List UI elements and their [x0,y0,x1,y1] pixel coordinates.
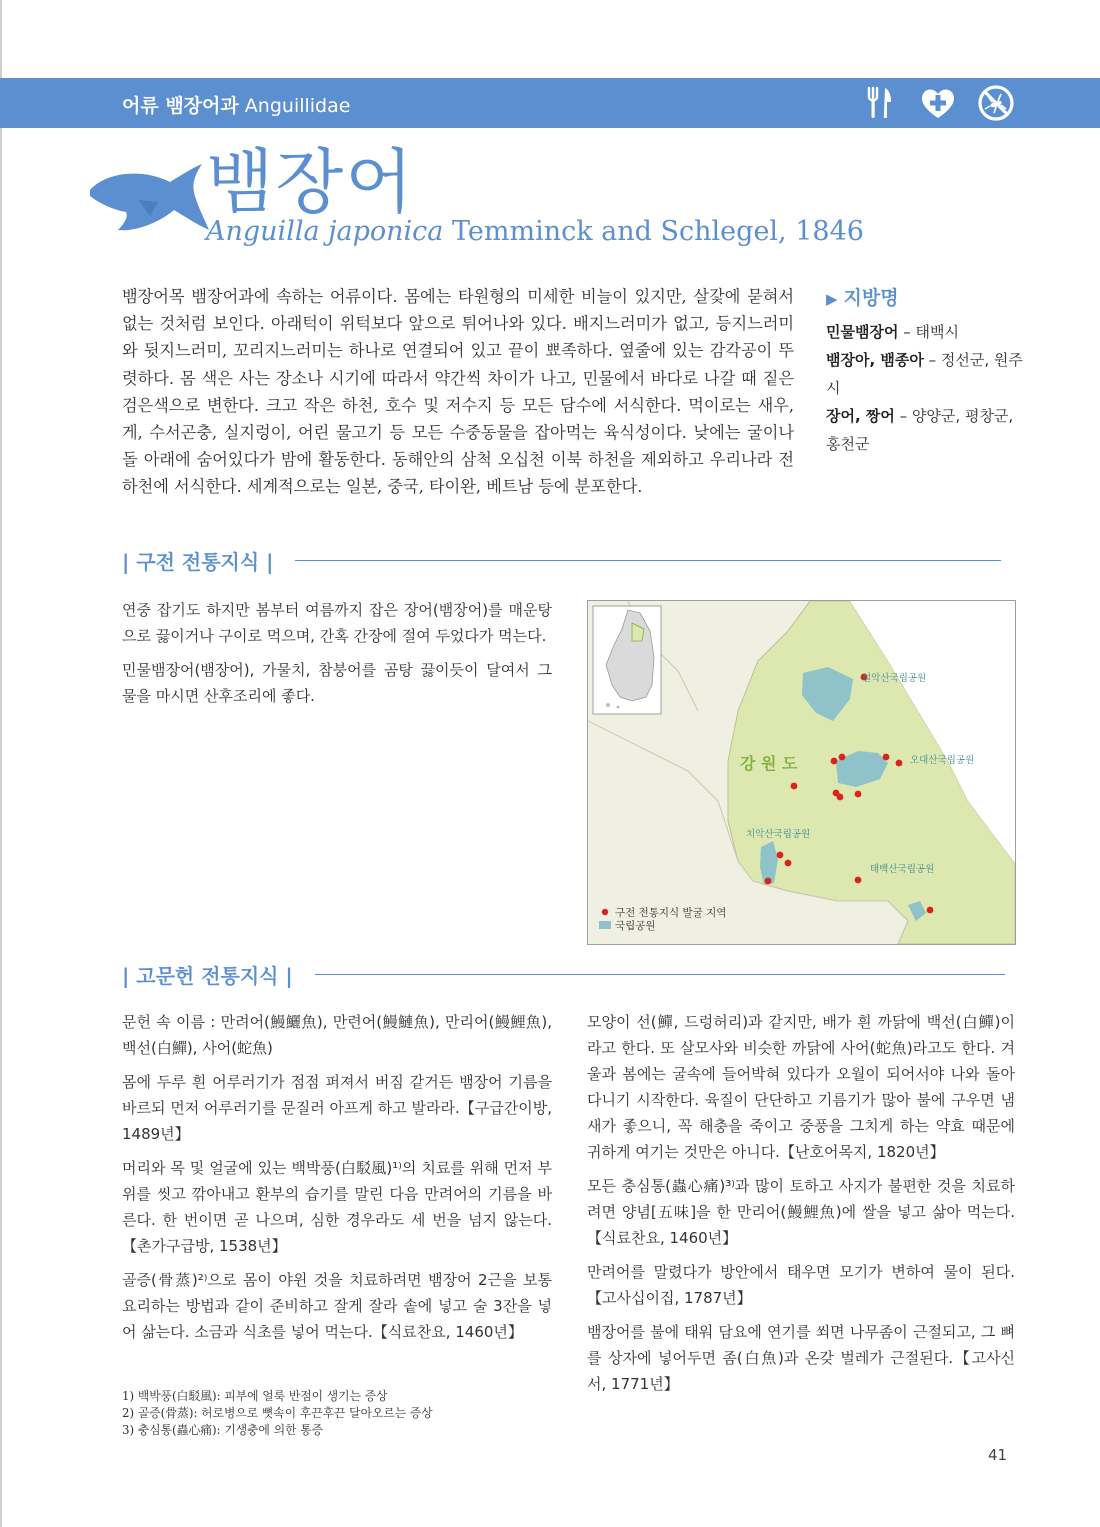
species-scientific-name [206,216,864,247]
medicine-heart-icon [918,83,958,123]
site-marker [883,754,890,761]
no-mosquito-icon [976,83,1016,123]
literature-knowledge-heading: | 고문헌 전통지식 | [122,960,1005,988]
site-marker [831,758,838,765]
site-marker [765,878,772,885]
site-marker [777,852,784,859]
literature-right-column [587,1009,1015,1405]
local-name-item: 뱀장아, 뱀종아 – 정선군, 원주시 [826,351,1023,397]
scientific-binomial: Anguilla japonica [206,216,444,247]
section-rule [295,560,1001,561]
category-korean: 어류 뱀장어과 [122,95,239,117]
park-label-seorak: 설악산국립공원 [862,673,927,684]
legend-site-label: 구전 전통지식 발굴 지역 [615,907,727,919]
province-label: 강 원 도 [740,754,798,773]
literature-entry: 머리와 목 및 얼굴에 있는 백박풍(白駁風)¹⁾의 치료를 위해 먼저 부위를 씻고 깎아내고 환부의 습기를 말린 다음 만려어의 기름을 바른다. 한 번이면 곧 나으며, 심한 경우라도 세 번을 넘지 않는다.【촌가구급방, 1538년】 [122,1159,552,1255]
oral-knowledge-heading: | 구전 전통지식 | [122,546,1001,574]
page-number: 41 [988,1446,1008,1464]
local-name-item: 장어, 짱어 – 양양군, 평창군, 홍천군 [826,407,1014,453]
legend-park-swatch [599,921,611,929]
literature-entry: 모든 충심통(蟲心痛)³⁾과 많이 토하고 사지가 불편한 것을 치료하려면 양념[五味]을 한 만리어(鰻鯉魚)에 쌀을 넣고 삶아 먹는다.【식료찬요, 1460년】 [587,1177,1015,1247]
local-names-heading: ▶ 지방명 [826,287,899,309]
species-korean-name: 뱀장어 [206,141,415,223]
fish-silhouette-icon [88,160,210,242]
site-marker [855,791,862,798]
category-header-bar [0,78,1100,128]
family-latin: Anguillidae [244,95,351,117]
legend-park-label: 국립공원 [615,920,656,932]
literature-entry: 문헌 속 이름 : 만려어(鰻鱺魚), 만련어(鰻鰱魚), 만리어(鰻鯉魚), 백선(白鱓), 사어(蛇魚) [122,1013,552,1057]
legend-site-swatch [602,909,608,915]
literature-entry: 골증(骨蒸)²⁾으로 몸이 야윈 것을 치료하려면 뱀장어 2근을 보통 요리하는 방법과 같이 준비하고 잘게 잘라 솥에 넣고 술 3잔을 넣어 삶는다. 소금과 식초를 넣어 먹는다.【식료찬요, 1460년】 [122,1271,552,1341]
literature-entry: 뱀장어를 불에 태워 담요에 연기를 쐬면 나무좀이 근절되고, 그 뼈를 상자에 넣어두면 좀(白魚)과 온갖 벌레가 근절된다.【고사신서, 1771년】 [587,1323,1015,1393]
footnote: 3) 충심통(蟲心痛): 기생충에 의한 통증 [122,1423,324,1437]
footnote: 1) 백박풍(白駁風): 피부에 얼룩 반점이 생기는 증상 [122,1389,388,1403]
local-name-item: 민물뱀장어 – 태백시 [826,323,959,341]
park-label-chiak: 치악산국립공원 [746,829,811,840]
section-rule [315,974,1005,975]
literature-entry: 몸에 두루 흰 어루러기가 점점 퍼져서 버짐 같거든 뱀장어 기름을 바르되 먼저 어루러기를 문질러 아프게 하고 발라라.【구급간이방, 1489년】 [122,1073,553,1143]
site-marker [896,760,903,767]
park-label-taebaek: 태백산국립공원 [870,864,935,875]
triangle-bullet-icon: ▶ [826,290,838,308]
page-edge-line [0,0,2,1527]
scientific-authority: Temminck and Schlegel, 1846 [452,216,864,247]
literature-entry: 만려어를 말렸다가 방안에서 태우면 모기가 변하여 물이 된다.【고사십이집, 1787년】 [587,1263,1015,1307]
distribution-map [587,600,1016,945]
oral-paragraph: 민물뱀장어(뱀장어), 가물치, 참붕어를 곰탕 끓이듯이 달여서 그 물을 마시면 산후조리에 좋다. [122,661,552,705]
local-names-panel [826,283,1026,458]
site-marker [927,907,934,914]
category-label [122,91,350,118]
footnotes [122,1388,562,1439]
oral-knowledge-text [122,597,552,717]
oral-paragraph: 연중 잡기도 하지만 봄부터 여름까지 잡은 장어(뱀장어)를 매운탕으로 끓이거나 구이로 먹으며, 간혹 간장에 절여 두었다가 먹는다. [122,601,552,645]
park-label-odae: 오대산국립공원 [910,755,975,766]
literature-entry: 모양이 선(鱓, 드렁허리)과 같지만, 배가 흰 까닭에 백선(白鱓)이라고 한다. 또 살모사와 비슷한 까닭에 사어(蛇魚)라고도 한다. 겨울과 봄에는 굴속에 들어박혀 있다가 오월이 되어서야 나와 돌아다니기 시작한다. 육질이 단단하고 기름기가 많아 불에 구우면 냄새가 좋으니, 꼭 해충을 죽이고 중풍을 그치게 하는 약효 때문에 귀하게 여기는 것만은 아니다.【난호어목지, 1820년】 [587,1013,1015,1161]
site-marker [791,783,798,790]
site-marker [855,877,862,884]
species-description: 뱀장어목 뱀장어과에 속하는 어류이다. 몸에는 타원형의 미세한 비늘이 있지만, 살갗에 묻혀서 없는 것처럼 보인다. 아래턱이 위턱보다 앞으로 튀어나와 있다. 배지느러미가 없고, 등지느러미와 뒷지느러미, 꼬리지느러미는 하나로 연결되어 있고 끝이 뾰족하다. 옆줄에 있는 감각공이 뚜렷하다. 몸 색은 사는 장소나 시기에 따라서 약간씩 차이가 나고, 민물에서 바다로 나갈 때 짙은 검은색으로 변한다. 크고 작은 하천, 호수 및 저수지 등 모든 담수에 서식한다. 먹이로는 새우, 게, 수서곤충, 실지렁이, 어린 물고기 등 모든 수중동물을 잡아먹는 육식성이다. 낮에는 굴이나 돌 아래에 숨어있다가 밤에 활동한다. 동해안의 삼척 오십천 이북 하천을 제외하고 우리나라 전 하천에 서식한다. 세계적으로는 일본, 중국, 타이완, 베트남 등에 분포한다. [122,287,794,497]
site-marker [785,860,792,867]
usage-icons [860,83,1016,123]
footnote: 2) 골증(骨蒸): 허로병으로 뼛속이 후끈후끈 달아오르는 증상 [122,1406,433,1420]
literature-left-column [122,1009,552,1353]
site-marker [839,754,846,761]
food-utensils-icon [860,83,900,123]
site-marker [837,794,844,801]
